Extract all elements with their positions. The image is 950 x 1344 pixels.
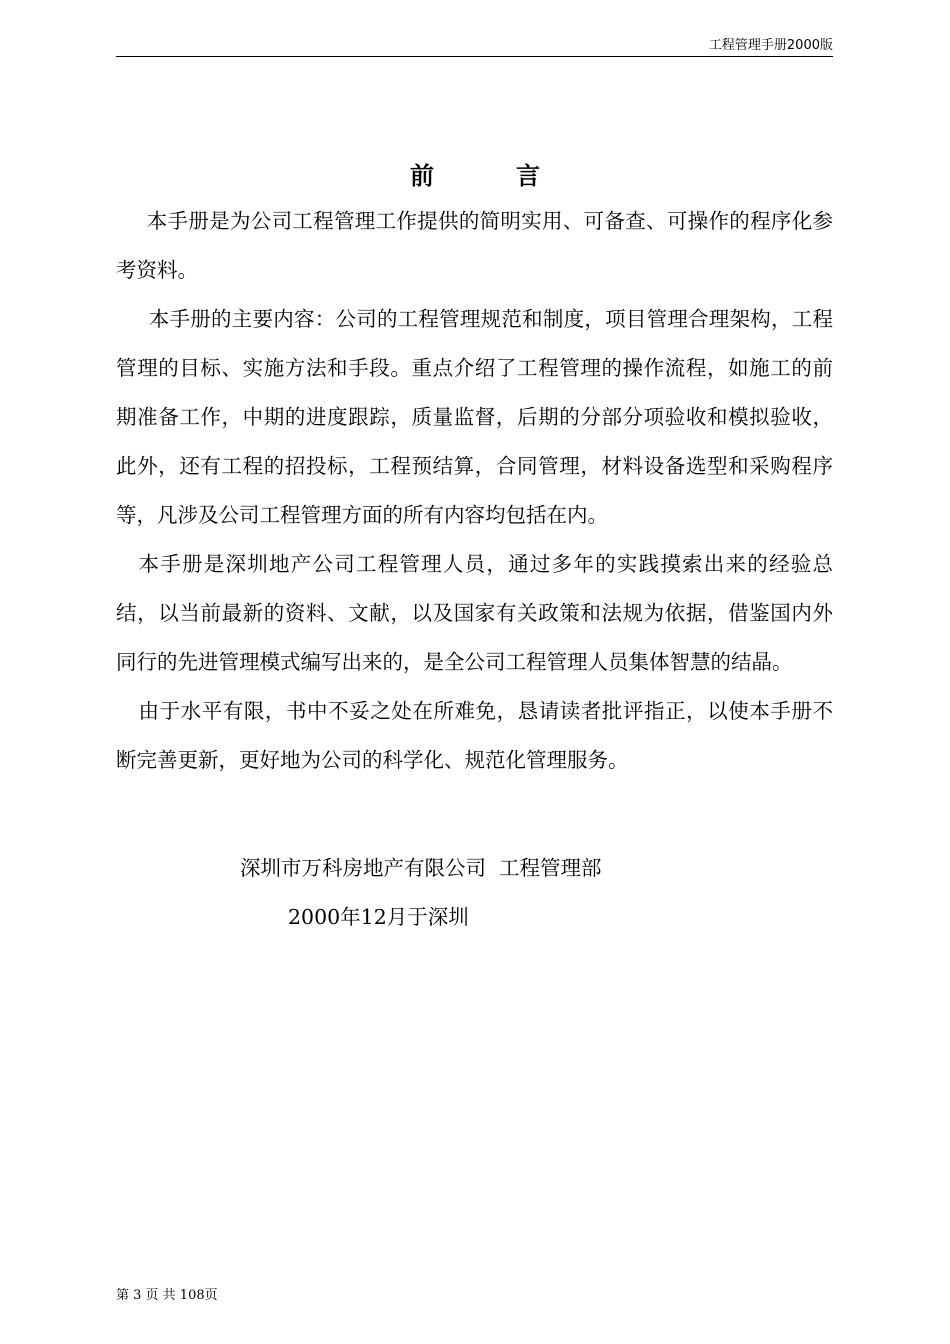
preface-body bbox=[116, 197, 833, 785]
page-header bbox=[116, 36, 833, 57]
paragraph: 本手册的主要内容：公司的工程管理规范和制度，项目管理合理架构，工程管理的目标、实施方法和手段。重点介绍了工程管理的操作流程，如施工的前期准备工作，中期的进度跟踪，质量监督，后期的分部分项验收和模拟验收，此外，还有工程的招投标，工程预结算，合同管理，材料设备选型和采购程序等，凡涉及公司工程管理方面的所有内容均包括在内。 bbox=[116, 307, 833, 527]
paragraph: 本手册是深圳地产公司工程管理人员，通过多年的实践摸索出来的经验总结，以当前最新的资料、文献，以及国家有关政策和法规为依据，借鉴国内外同行的先进管理模式编写出来的，是全公司工程管理人员集体智慧的结晶。 bbox=[116, 552, 833, 674]
title-char-right: 言 bbox=[516, 162, 540, 190]
signature-date: 2000年12月于深圳 bbox=[288, 905, 469, 929]
title-char-left: 前 bbox=[410, 162, 434, 190]
paragraph: 由于水平有限，书中不妥之处在所难免，恳请读者批评指正，以使本手册不断完善更新，更好地为公司的科学化、规范化管理服务。 bbox=[116, 699, 833, 772]
section-title bbox=[0, 156, 950, 191]
signature-organization: 深圳市万科房地产有限公司 工程管理部 bbox=[240, 856, 602, 880]
header-title: 工程管理手册2000版 bbox=[708, 38, 833, 53]
paragraph: 本手册是为公司工程管理工作提供的简明实用、可备查、可操作的程序化参考资料。 bbox=[116, 209, 833, 282]
page-footer: 第 3 页 共 108页 bbox=[116, 1288, 218, 1303]
